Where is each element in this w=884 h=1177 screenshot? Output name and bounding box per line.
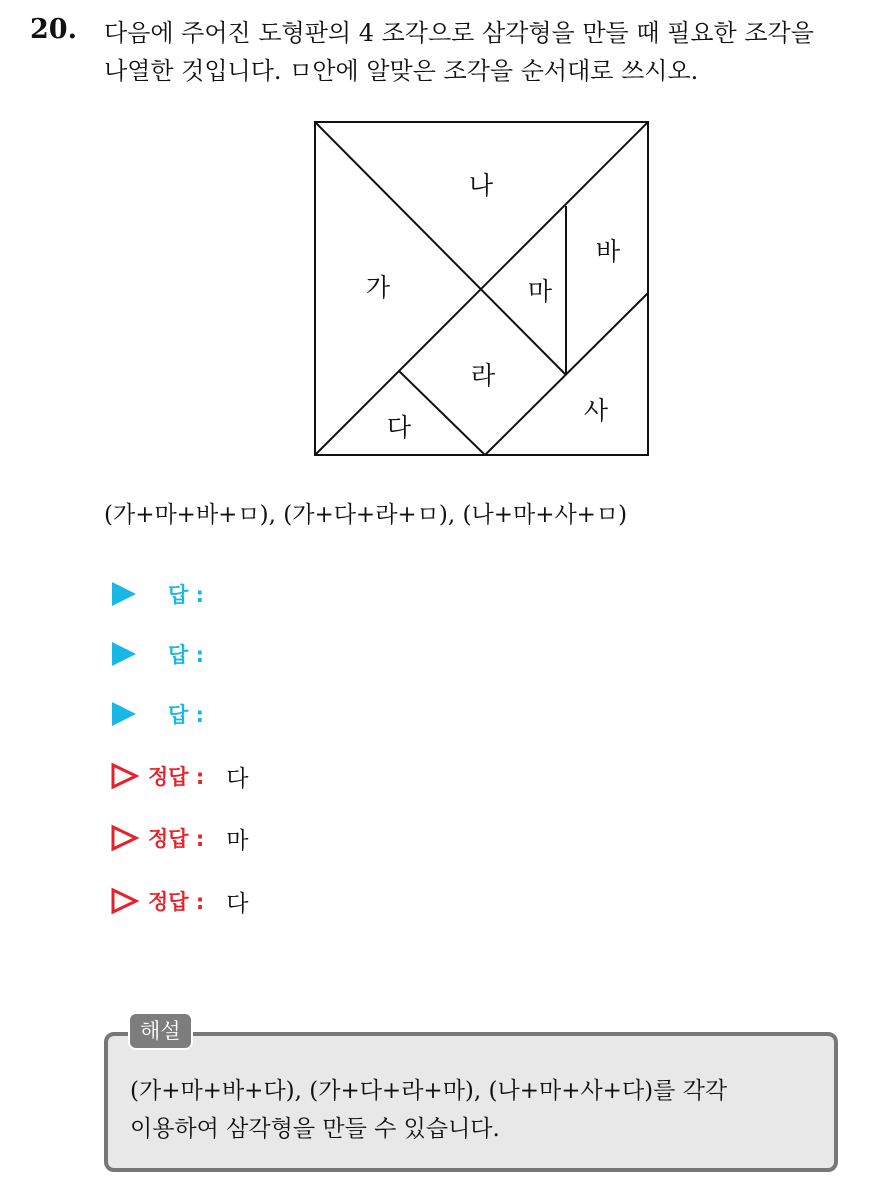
- answer-key-label: 정답 :: [148, 890, 205, 914]
- answer-row-1: [110, 574, 204, 614]
- piece-label-ma: 마: [527, 277, 553, 306]
- outline-triangle-icon: [110, 824, 140, 852]
- outline-triangle-icon: [110, 762, 140, 790]
- answer-key-row-2: [110, 818, 249, 858]
- diagonal-line: [315, 122, 566, 375]
- question-number: 20.: [30, 14, 77, 45]
- explanation-tab: 해설: [128, 1012, 193, 1050]
- play-triangle-icon: [110, 641, 138, 667]
- answer-row-2: [110, 634, 204, 674]
- answer-key-row-1: [110, 756, 249, 796]
- piece-label-ga: 가: [365, 273, 391, 302]
- answer-key-value: 다: [226, 890, 249, 917]
- explanation-text: [130, 1072, 830, 1148]
- answer-key-value: 다: [226, 765, 249, 792]
- explanation-line-1: (가+마+바+다), (가+다+라+마), (나+마+사+다)를 각각: [130, 1078, 728, 1104]
- answer-key-value: 마: [226, 827, 249, 854]
- answer-key-label: 정답 :: [148, 827, 205, 851]
- answer-row-3: [110, 694, 204, 734]
- piece-label-ba: 바: [595, 237, 621, 266]
- question-text: [104, 14, 874, 90]
- play-triangle-icon: [110, 701, 138, 727]
- answer-label: 답 :: [168, 703, 204, 727]
- play-triangle-icon: [110, 581, 138, 607]
- answer-key-row-3: [110, 881, 249, 921]
- piece-combinations: (가+마+바+ㅁ), (가+다+라+ㅁ), (나+마+사+ㅁ): [104, 502, 628, 528]
- piece-label-sa: 사: [583, 396, 609, 425]
- explanation-line-2: 이용하여 삼각형을 만들 수 있습니다.: [130, 1116, 500, 1142]
- answer-key-label: 정답 :: [148, 765, 205, 789]
- answer-label: 답 :: [168, 583, 204, 607]
- piece-label-na: 나: [468, 171, 494, 200]
- explanation-box: [104, 1032, 838, 1172]
- piece-label-da: 다: [386, 413, 412, 442]
- question-line-1: 다음에 주어진 도형판의 4 조각으로 삼각형을 만들 때 필요한 조각을: [104, 19, 814, 47]
- tangram-figure: [310, 118, 655, 463]
- answer-label: 답 :: [168, 643, 204, 667]
- question-line-2: 나열한 것입니다. ㅁ안에 알맞은 조각을 순서대로 쓰시오.: [104, 57, 699, 85]
- outline-triangle-icon: [110, 887, 140, 915]
- piece-label-ra: 라: [470, 361, 496, 390]
